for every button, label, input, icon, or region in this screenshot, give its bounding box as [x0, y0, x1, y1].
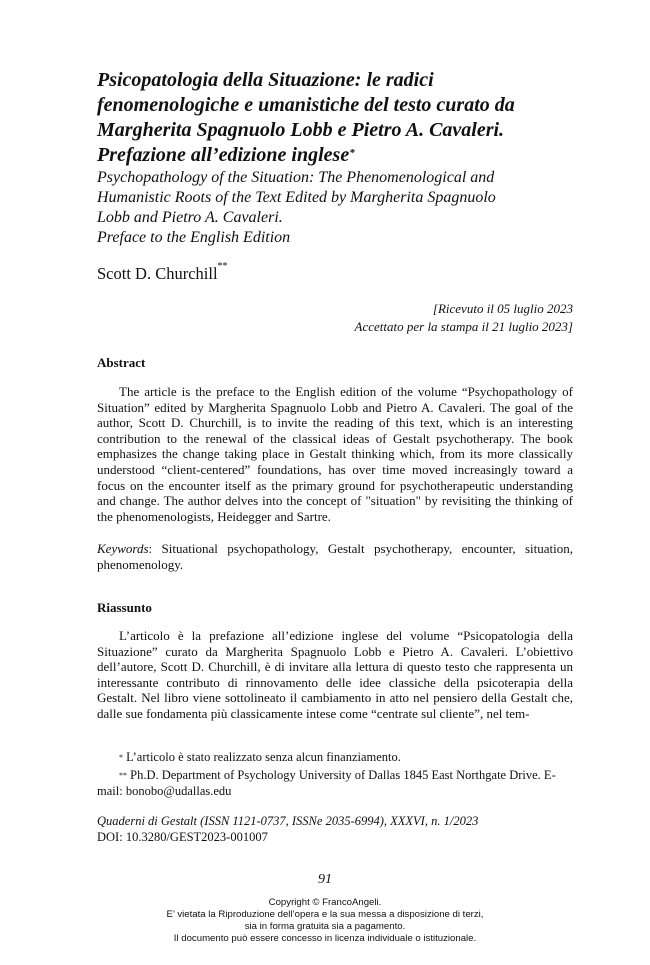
- keywords-label: Keywords: [97, 541, 149, 556]
- journal-doi: DOI: 10.3280/GEST2023-001007: [97, 830, 268, 844]
- title-footnote-mark: *: [349, 147, 355, 159]
- footnote-1-text: L’articolo è stato realizzato senza alcun finanziamento.: [123, 750, 401, 764]
- footnote-2: [97, 768, 573, 799]
- riassunto-heading: Riassunto: [97, 600, 152, 615]
- footnote-2-text: Ph.D. Department of Psychology University of Dallas 1845 East Northgate Drive. E-mail: bonobo@udallas.edu: [97, 768, 556, 798]
- english-title: [97, 168, 577, 248]
- copyright-line: Il documento può essere concesso in licenza individuale o istituzionale.: [173, 933, 477, 944]
- page-number: 91: [318, 872, 332, 887]
- received-date: [Ricevuto il 05 luglio 2023: [432, 301, 573, 316]
- italian-title-text: Psicopatologia della Situazione: le radici fenomenologiche e umanistiche del testo curato da Margherita Spagnuolo Lobb e Pietro A. Cavaleri. Prefazione all’edizione inglese: [97, 69, 515, 166]
- english-title-line: Lobb and Pietro A. Cavaleri.: [97, 209, 283, 226]
- english-title-line: Humanistic Roots of the Text Edited by Margherita Spagnuolo: [97, 189, 496, 206]
- copyright-notice: [0, 897, 650, 945]
- abstract-heading: Abstract: [97, 355, 146, 370]
- riassunto-text: L’articolo è la prefazione all’edizione inglese del volume “Psicopatologia della Situazione” curato da Margherita Spagnuolo Lobb e Pietro A. Cavaleri. L’obiettivo dell’autore, Scott D. Churchill, è di invitare alla lettura di questo testo che rappresenta un interessante contributo di rinnovamento delle idee classiche della psicoterapia della Gestalt. Nel libro viene sottolineato il cambiamento in atto nel pensiero della Gestalt che, dalle sue fondamenta più classicamente intese come “centrate sul cliente”, nel tem-: [97, 628, 573, 721]
- italian-title: [97, 68, 557, 168]
- keywords-text: : Situational psychopathology, Gestalt psychotherapy, encounter, situation, phenomenology.: [97, 541, 573, 572]
- copyright-line: Copyright © FrancoAngeli.: [268, 897, 382, 908]
- copyright-line: sia in forma gratuita sia a pagamento.: [244, 921, 406, 932]
- footnote-2-mark: **: [119, 771, 127, 780]
- footnote-1: [97, 750, 573, 766]
- author-name: Scott D. Churchill: [97, 264, 218, 283]
- keywords: [97, 541, 573, 572]
- accepted-date: Accettato per la stampa il 21 luglio 2023]: [354, 319, 573, 334]
- footnote-1-mark: *: [119, 753, 123, 762]
- abstract-text: The article is the preface to the English edition of the volume “Psychopathology of Situation” edited by Margherita Spagnuolo Lobb and Pietro A. Cavaleri. The goal of the author, Scott D. Churchill, is to invite the reading of this text, which is an interesting contribution to the renewal of the classical ideas of Gestalt psychotherapy. The book emphasizes the change taking place in Gestalt thinking which, from its more classically understood “client-centered” foundations, has over time moved increasingly toward a focus on the encounter itself as the primary ground for psychotherapeutic understanding and change. The author delves into the concept of "situation" by revisiting the thinking of the phenomenologists, Heidegger and Sartre.: [97, 384, 573, 524]
- english-title-line: Psychopathology of the Situation: The Phenomenological and: [97, 169, 495, 186]
- author: [97, 261, 228, 284]
- journal-citation: Quaderni di Gestalt (ISSN 1121-0737, ISSNe 2035-6994), XXXVI, n. 1/2023: [97, 814, 479, 828]
- english-title-line: Preface to the English Edition: [97, 229, 291, 246]
- journal-info: [97, 813, 478, 845]
- submission-dates: [355, 300, 573, 336]
- copyright-line: E’ vietata la Riproduzione dell’opera e la sua messa a disposizione di terzi,: [166, 909, 484, 920]
- author-footnote-mark: **: [217, 261, 228, 272]
